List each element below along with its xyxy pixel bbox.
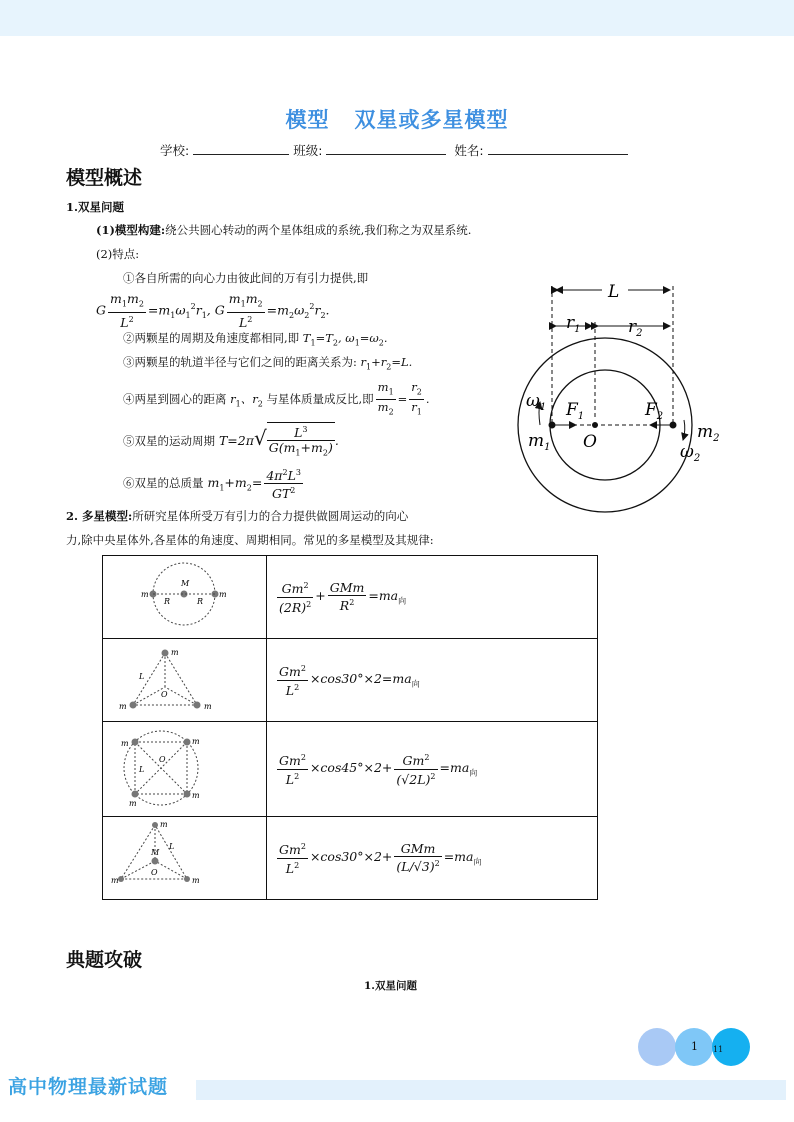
svg-text:m: m <box>160 820 168 829</box>
model-build <box>96 222 471 238</box>
feature-3: ③两颗星的轨道半径与它们之间的距离关系为: $r_1+r_2=L$. <box>123 355 413 372</box>
name-blank[interactable] <box>488 142 628 155</box>
svg-text:R: R <box>197 597 204 606</box>
overview-heading: 模型概述 <box>66 167 143 189</box>
svg-text:L: L <box>139 765 145 774</box>
table-row <box>103 556 598 639</box>
feature-4: ④两星到圆心的距离 $r_1$、$r_2$ 与星体质量成反比,即 $\frac{m_1}{m_2}$ = $\frac{r_2}{r_1}$ . <box>123 380 430 417</box>
page-title: 模型 双星或多星模型 <box>285 108 509 132</box>
name-label: 姓名: <box>454 143 484 158</box>
svg-text:m: m <box>192 876 200 885</box>
feature-1: ①各自所需的向心力由彼此间的万有引力提供,即 <box>123 271 369 285</box>
label-r1: $r_1$ <box>566 313 581 335</box>
model-build-text: 绕公共圆心转动的两个星体组成的系统,我们称之为双星系统. <box>165 223 472 237</box>
svg-text:m: m <box>121 739 129 748</box>
top-banner <box>0 0 794 36</box>
svg-text:M: M <box>151 848 160 857</box>
class-blank[interactable] <box>326 142 446 155</box>
multi-star-table <box>102 555 598 900</box>
svg-text:m: m <box>111 876 119 885</box>
svg-text:O: O <box>161 690 168 699</box>
student-info-line <box>160 141 628 159</box>
section2-line2: 力,除中央星体外,各星体的角速度、周期相同。常见的多星模型及其规律: <box>66 533 434 547</box>
school-label: 学校: <box>160 143 190 158</box>
label-F2: $F_2$ <box>645 400 664 422</box>
table-row <box>103 639 598 722</box>
formula-gravity-centripetal: G $\frac{m_1m_2}{L^2}$ $=m_1\omega_1^2r_1$, G $\frac{m_1m_2}{L^2}$ $=m_2\omega_2^2r_2$. <box>96 291 330 330</box>
model-build-label: (1)模型构建: <box>96 223 166 237</box>
fig-square-four <box>103 722 267 817</box>
star-m1 <box>549 422 556 429</box>
label-F1: $F_1$ <box>566 400 585 422</box>
star-m2 <box>670 422 677 429</box>
svg-text:L: L <box>139 672 145 681</box>
brand-logo-text: 高中物理最新试题 <box>8 1076 169 1098</box>
svg-text:R: R <box>164 597 171 606</box>
svg-text:m: m <box>219 590 227 599</box>
svg-text:m: m <box>129 799 137 808</box>
svg-text:L: L <box>169 842 175 851</box>
binary-star-diagram <box>500 270 750 520</box>
eq-square-four: $\frac{Gm^2}{L^2}$ ×cos45°×2+ $\frac{Gm^2}{(√2L)^2}$ $=ma_向$ <box>267 722 598 817</box>
fig-triangle-center <box>103 817 267 900</box>
svg-text:m: m <box>119 702 127 711</box>
label-m2: $m_2$ <box>697 422 720 444</box>
svg-text:m: m <box>171 648 179 657</box>
practice-heading: 典题攻破 <box>66 949 143 971</box>
svg-text:m: m <box>192 791 200 800</box>
section1-title: 1.双星问题 <box>66 200 125 214</box>
label-L: L <box>608 282 620 302</box>
svg-text:m: m <box>141 590 149 599</box>
label-omega2: $\omega_2$ <box>680 442 701 464</box>
practice-subheading: 1.双星问题 <box>364 980 417 992</box>
feature-6: ⑥双星的总质量 $m_1+m_2=$ $\frac{4\pi^2L^3}{GT^2}$ <box>123 468 301 502</box>
table-row <box>103 722 598 817</box>
eq-linear-three: $\frac{Gm^2}{(2R)^2}$ + $\frac{\text{GMm}}{R^2}$ $=ma_向$ <box>267 556 598 639</box>
eq-triangle-center: $\frac{Gm^2}{L^2}$ ×cos30°×2+ $\frac{\text{GMm}}{(L/√3)^2}$ $=ma_向$ <box>267 817 598 900</box>
svg-text:O: O <box>151 868 158 877</box>
section2-line1: 2. 多星模型:所研究星体所受万有引力的合力提供做圆周运动的向心 <box>66 509 409 523</box>
feature-2: ②两颗星的周期及角速度都相同,即 $T_1=T_2$, $\omega_1=\omega_2$. <box>123 331 388 348</box>
fig-triangle-three <box>103 639 267 722</box>
page-circle-1 <box>638 1028 676 1066</box>
fig-linear-three <box>103 556 267 639</box>
feature-5: ⑤双星的运动周期 T=2π√ $\frac{L^3}{G(m_1+m_2)}$ . <box>123 422 339 461</box>
label-O: O <box>583 432 597 452</box>
bottom-banner <box>196 1080 786 1100</box>
svg-text:m: m <box>192 737 200 746</box>
label-m1: $m_1$ <box>528 431 551 453</box>
label-omega1: $\omega_1$ <box>526 391 547 413</box>
page-total: 11 <box>713 1045 724 1054</box>
features-label: (2)特点: <box>96 247 140 261</box>
svg-text:M: M <box>181 579 190 588</box>
section2-label: 2. 多星模型: <box>66 509 133 523</box>
eq-triangle-three: $\frac{Gm^2}{L^2}$ $\times\cos 30^\circ\times 2=ma_向$ <box>267 639 598 722</box>
school-blank[interactable] <box>193 142 289 155</box>
table-row <box>103 817 598 900</box>
center-point <box>592 422 598 428</box>
svg-text:O: O <box>159 755 166 764</box>
page-number: 1 <box>691 1040 698 1053</box>
class-label: 班级: <box>293 143 323 158</box>
svg-text:m: m <box>204 702 212 711</box>
label-r2: $r_2$ <box>628 317 643 339</box>
